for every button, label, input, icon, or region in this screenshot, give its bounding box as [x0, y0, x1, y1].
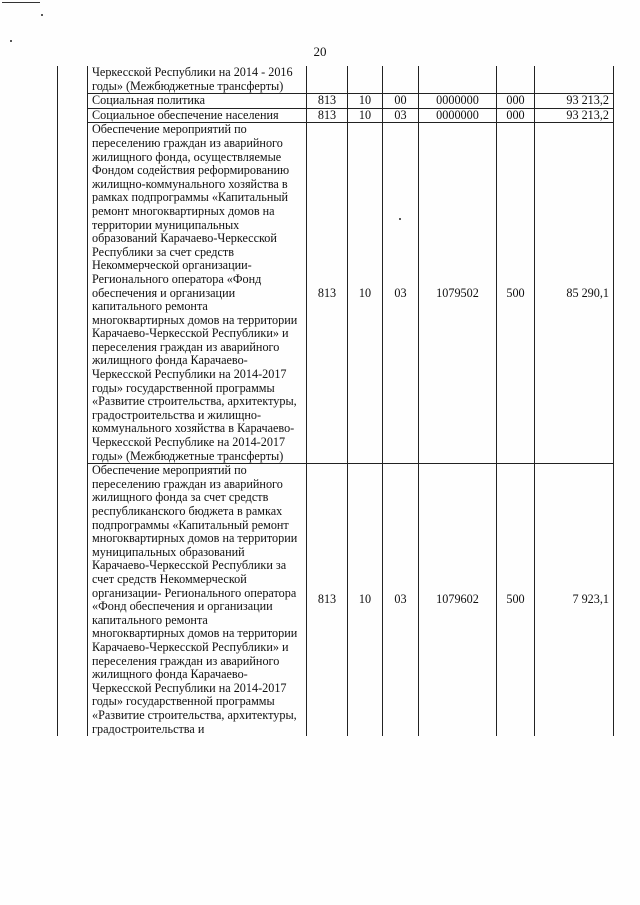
amount-cell: 7 923,1	[535, 464, 614, 736]
section-code-cell: 10	[348, 94, 383, 109]
subsection-code-cell	[383, 66, 419, 94]
table-row	[58, 108, 614, 123]
expense-type-cell	[497, 66, 535, 94]
section-code-cell: 10	[348, 123, 383, 464]
scan-mark	[2, 2, 40, 3]
target-article-cell: 0000000	[419, 108, 497, 123]
admin-code-cell	[307, 66, 348, 94]
amount-cell: 93 213,2	[535, 94, 614, 109]
expense-name-cell: Социальное обеспечение населения	[88, 108, 307, 123]
scan-dot	[10, 40, 12, 42]
expense-name-cell: Черкесской Республики на 2014 - 2016 годы» (Межбюджетные трансферты)	[88, 66, 307, 94]
amount-cell: 85 290,1	[535, 123, 614, 464]
blank-cell	[58, 123, 88, 464]
section-code-cell	[348, 66, 383, 94]
expense-name-cell: Обеспечение мероприятий по переселению граждан из аварийного жилищного фонда за счет средств республиканского бюджета в рамках подпрограммы «Капитальный ремонт многоквартирных домов на территории муниципальных образований Карачаево-Черкесской Республики за счет средств Некоммерческой организации- Регионального оператора «Фонд обеспечения и организации капитального ремонта многоквартирных домов на территории Карачаево-Черкесской Республики» и переселения граждан из аварийного жилищного фонда Карачаево-Черкесской Республики на 2014-2017 годы» государственной программы «Развитие строительства, архитектуры, градостроительства и	[88, 464, 307, 736]
target-article-cell: 1079502	[419, 123, 497, 464]
amount-cell: 93 213,2	[535, 108, 614, 123]
target-article-cell: 1079602	[419, 464, 497, 736]
section-code-cell: 10	[348, 464, 383, 736]
blank-cell	[58, 464, 88, 736]
expense-type-cell: 500	[497, 464, 535, 736]
admin-code-cell: 813	[307, 108, 348, 123]
target-article-cell: 0000000	[419, 94, 497, 109]
section-code-cell: 10	[348, 108, 383, 123]
blank-cell	[58, 108, 88, 123]
subsection-code-cell: 03	[383, 464, 419, 736]
admin-code-cell: 813	[307, 464, 348, 736]
blank-cell	[58, 94, 88, 109]
expense-type-cell: 000	[497, 108, 535, 123]
expense-name-cell: Обеспечение мероприятий по переселению граждан из аварийного жилищного фонда, осуществляемые Фондом содействия реформированию жилищно-коммунального хозяйства в рамках подпрограммы «Капитальный ремонт многоквартирных домов на территории муниципальных образований Карачаево-Черкесской Республики за счет средств Некоммерческой организации- Регионального оператора «Фонд обеспечения и организации капитального ремонта многоквартирных домов на территории Карачаево-Черкесской Республики» и переселения граждан из аварийного жилищного фонда Карачаево-Черкесской Республики на 2014-2017 годы» государственной программы «Развитие строительства, архитектуры, градостроительства и жилищно-коммунального хозяйства в Карачаево-Черкесской Республике на 2014-2017 годы» (Межбюджетные трансферты)	[88, 123, 307, 464]
subsection-code-cell: 03	[383, 123, 419, 464]
page-number: 20	[313, 44, 327, 59]
admin-code-cell: 813	[307, 94, 348, 109]
subsection-code-cell: 00	[383, 94, 419, 109]
table-row	[58, 66, 614, 94]
target-article-cell	[419, 66, 497, 94]
expense-type-cell: 500	[497, 123, 535, 464]
subsection-code-cell: 03	[383, 108, 419, 123]
amount-cell	[535, 66, 614, 94]
table-row	[58, 123, 614, 464]
table-row	[58, 464, 614, 736]
admin-code-cell: 813	[307, 123, 348, 464]
expense-type-cell: 000	[497, 94, 535, 109]
blank-cell	[58, 66, 88, 94]
scan-dot	[399, 218, 401, 220]
expense-name-cell: Социальная политика	[88, 94, 307, 109]
scan-dot	[41, 14, 43, 16]
budget-table	[57, 66, 614, 736]
table-row	[58, 94, 614, 109]
